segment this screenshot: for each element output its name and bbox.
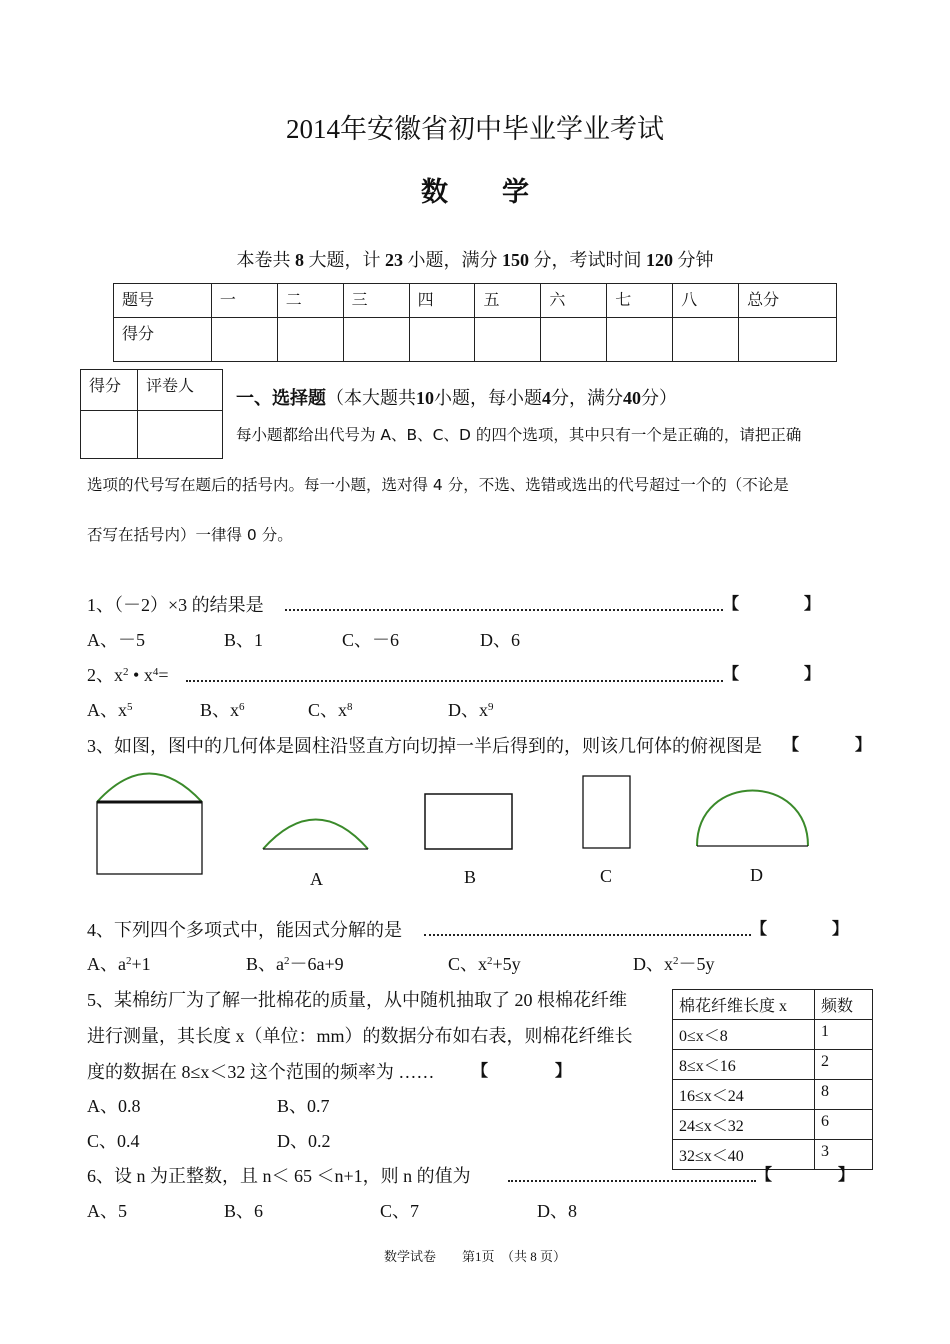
option-c: C、0.4 bbox=[87, 1131, 140, 1151]
score-header: 题号 bbox=[114, 284, 212, 318]
figure-label-a: A bbox=[310, 869, 323, 889]
info-num: 23 bbox=[385, 250, 403, 270]
figure-label-b: B bbox=[464, 867, 477, 887]
base: x bbox=[230, 700, 240, 720]
option-a: A、5 bbox=[87, 1201, 127, 1221]
exponent: 2 bbox=[126, 955, 132, 967]
exponent: 2 bbox=[284, 955, 290, 967]
range-cell: 8≤x＜16 bbox=[673, 1050, 815, 1080]
option-label: A、 bbox=[87, 954, 118, 974]
table-row bbox=[673, 1080, 873, 1110]
option-c: C、7 bbox=[380, 1201, 420, 1221]
option-a bbox=[87, 955, 151, 973]
exam-title: 2014年安徽省初中毕业学业考试 bbox=[286, 114, 664, 144]
table-header: 频数 bbox=[815, 990, 873, 1020]
answer-bracket-close: 】 bbox=[555, 1063, 572, 1080]
rest: －6a+9 bbox=[289, 954, 344, 974]
question-3: 3、如图，图中的几何体是圆柱沿竖直方向切掉一半后得到的，则该几何体的俯视图是 bbox=[87, 736, 762, 756]
table-row bbox=[673, 1050, 873, 1080]
grader-score-label: 得分 bbox=[81, 370, 138, 411]
option-label: B、 bbox=[200, 700, 231, 720]
option-a-figure bbox=[263, 820, 368, 850]
score-header: 五 bbox=[475, 284, 541, 318]
range-cell: 16≤x＜24 bbox=[673, 1080, 815, 1110]
option-d bbox=[633, 955, 715, 973]
section-num: 4 bbox=[542, 388, 551, 408]
exponent: 2 bbox=[487, 955, 493, 967]
info-text: 分，考试时间 bbox=[533, 250, 642, 270]
count-cell: 3 bbox=[815, 1140, 873, 1170]
question-6: 6、设 n 为正整数，且 n＜ 65 ＜n+1，则 n 的值为 bbox=[87, 1166, 471, 1186]
section-text: 小题，每小题 bbox=[434, 388, 542, 408]
count-cell: 1 bbox=[815, 1020, 873, 1050]
score-header: 七 bbox=[607, 284, 673, 318]
answer-bracket-open: 【 bbox=[783, 737, 800, 754]
option-a: A、0.8 bbox=[87, 1096, 141, 1116]
instruction-line: 选项的代号写在题后的括号内。每一小题，选对得 4 分，不选、选错或选出的代号超过一个的（不论是 bbox=[87, 476, 789, 494]
base: x bbox=[338, 700, 348, 720]
question-5-line: 进行测量，其长度 x（单位：mm）的数据分布如右表，则棉花纤维长 bbox=[87, 1026, 633, 1046]
info-text: 本卷共 bbox=[236, 250, 291, 270]
answer-bracket-open: 【 bbox=[723, 666, 740, 683]
table-row bbox=[673, 1110, 873, 1140]
info-num: 150 bbox=[502, 250, 529, 270]
base: x bbox=[118, 700, 127, 720]
question-4: 4、下列四个多项式中，能因式分解的是 bbox=[87, 920, 402, 940]
exponent: 2 bbox=[123, 666, 129, 678]
section-text: （本大题共 bbox=[326, 388, 416, 408]
count-cell: 2 bbox=[815, 1050, 873, 1080]
option-c: C、－6 bbox=[342, 630, 400, 650]
footer-page: 第1页 bbox=[461, 1249, 495, 1264]
option-d-figure bbox=[697, 791, 808, 847]
table-row bbox=[673, 1140, 873, 1170]
score-header: 八 bbox=[673, 284, 739, 318]
answer-bracket-open: 【 bbox=[756, 1167, 773, 1184]
option-d: D、6 bbox=[480, 630, 520, 650]
answer-bracket-close: 】 bbox=[832, 921, 849, 938]
question-5-line: 5、某棉纺厂为了解一批棉花的质量，从中随机抽取了 20 根棉花纤维 bbox=[87, 990, 627, 1010]
footer-total: （共 8 页） bbox=[501, 1249, 567, 1264]
count-cell: 6 bbox=[815, 1110, 873, 1140]
rest: +5y bbox=[492, 954, 521, 974]
option-b: B、1 bbox=[224, 630, 264, 650]
rest: +1 bbox=[131, 954, 151, 974]
option-d: D、0.2 bbox=[277, 1131, 331, 1151]
table-header: 棉花纤维长度 x bbox=[673, 990, 815, 1020]
option-label: D、 bbox=[448, 700, 479, 720]
exponent: 4 bbox=[152, 666, 159, 678]
answer-bracket-open: 【 bbox=[472, 1063, 489, 1080]
subject-heading: 数 学 bbox=[421, 177, 529, 207]
answer-bracket-open: 【 bbox=[723, 596, 740, 613]
rest: －5y bbox=[678, 954, 715, 974]
info-text: 分钟 bbox=[677, 250, 714, 270]
exponent: 5 bbox=[127, 701, 133, 713]
figure-label-d: D bbox=[750, 865, 763, 885]
exponent: 8 bbox=[347, 701, 353, 713]
option-label: A、 bbox=[87, 700, 118, 720]
info-text: 大题，计 bbox=[308, 250, 381, 270]
answer-bracket-close: 】 bbox=[855, 737, 872, 754]
dot: • bbox=[128, 665, 144, 685]
question-5-line: 度的数据在 8≤x＜32 这个范围的频率为 …… bbox=[87, 1062, 435, 1082]
section-num: 40 bbox=[623, 388, 641, 408]
answer-bracket-close: 】 bbox=[804, 666, 821, 683]
section-text: 分，满分 bbox=[551, 388, 623, 408]
page-footer bbox=[0, 1250, 950, 1263]
q-prefix: 2、 bbox=[87, 665, 114, 685]
base: x bbox=[664, 954, 673, 974]
option-a: A、－5 bbox=[87, 630, 145, 650]
count-cell: 8 bbox=[815, 1080, 873, 1110]
score-header: 四 bbox=[409, 284, 475, 318]
answer-bracket-open: 【 bbox=[751, 921, 768, 938]
option-b-figure bbox=[425, 794, 512, 849]
range-cell: 24≤x＜32 bbox=[673, 1110, 815, 1140]
grader-label: 评卷人 bbox=[138, 370, 223, 411]
score-row-label: 得分 bbox=[114, 318, 212, 362]
base: a bbox=[118, 954, 126, 974]
info-num: 120 bbox=[646, 250, 673, 270]
info-text: 小题，满分 bbox=[407, 250, 498, 270]
base: x bbox=[479, 700, 488, 720]
section-text: 分） bbox=[641, 388, 677, 408]
answer-bracket-close: 】 bbox=[804, 596, 821, 613]
equals: = bbox=[158, 665, 169, 685]
table-row bbox=[673, 1020, 873, 1050]
section-title: 一、选择题 bbox=[236, 388, 326, 408]
exponent: 9 bbox=[488, 701, 494, 713]
option-b: B、0.7 bbox=[277, 1096, 330, 1116]
base: x bbox=[143, 665, 153, 685]
range-cell: 0≤x＜8 bbox=[673, 1020, 815, 1050]
frequency-table bbox=[672, 989, 873, 1170]
option-label: B、 bbox=[246, 954, 277, 974]
option-c bbox=[448, 955, 521, 973]
answer-bracket-close: 】 bbox=[838, 1167, 855, 1184]
base: x bbox=[478, 954, 488, 974]
score-header: 三 bbox=[343, 284, 409, 318]
option-label: C、 bbox=[448, 954, 479, 974]
instruction-line: 否写在括号内）一律得 0 分。 bbox=[87, 526, 293, 544]
footer-subject: 数学试卷 bbox=[383, 1249, 436, 1264]
option-label: D、 bbox=[633, 954, 664, 974]
option-label: C、 bbox=[308, 700, 339, 720]
base: x bbox=[114, 665, 123, 685]
half-cylinder-figure bbox=[97, 774, 202, 875]
dot-leader bbox=[424, 934, 751, 936]
option-d: D、8 bbox=[537, 1201, 577, 1221]
range-cell: 32≤x＜40 bbox=[673, 1140, 815, 1170]
score-header: 六 bbox=[541, 284, 607, 318]
question-1: 1、（－2）×3 的结果是 bbox=[87, 595, 264, 615]
option-b bbox=[246, 955, 344, 973]
option-b: B、6 bbox=[224, 1201, 264, 1221]
exponent: 6 bbox=[239, 701, 245, 713]
exponent: 2 bbox=[673, 955, 679, 967]
score-header: 总分 bbox=[739, 284, 837, 318]
score-header: 一 bbox=[211, 284, 277, 318]
option-c-figure bbox=[583, 776, 630, 848]
section-num: 10 bbox=[416, 388, 434, 408]
score-header: 二 bbox=[277, 284, 343, 318]
figure-label-c: C bbox=[600, 866, 613, 886]
dot-leader bbox=[508, 1180, 756, 1182]
base: a bbox=[276, 954, 285, 974]
info-num: 8 bbox=[295, 250, 304, 270]
instruction-line: 每小题都给出代号为 A、B、C、D 的四个选项，其中只有一个是正确的，请把正确 bbox=[236, 426, 802, 444]
